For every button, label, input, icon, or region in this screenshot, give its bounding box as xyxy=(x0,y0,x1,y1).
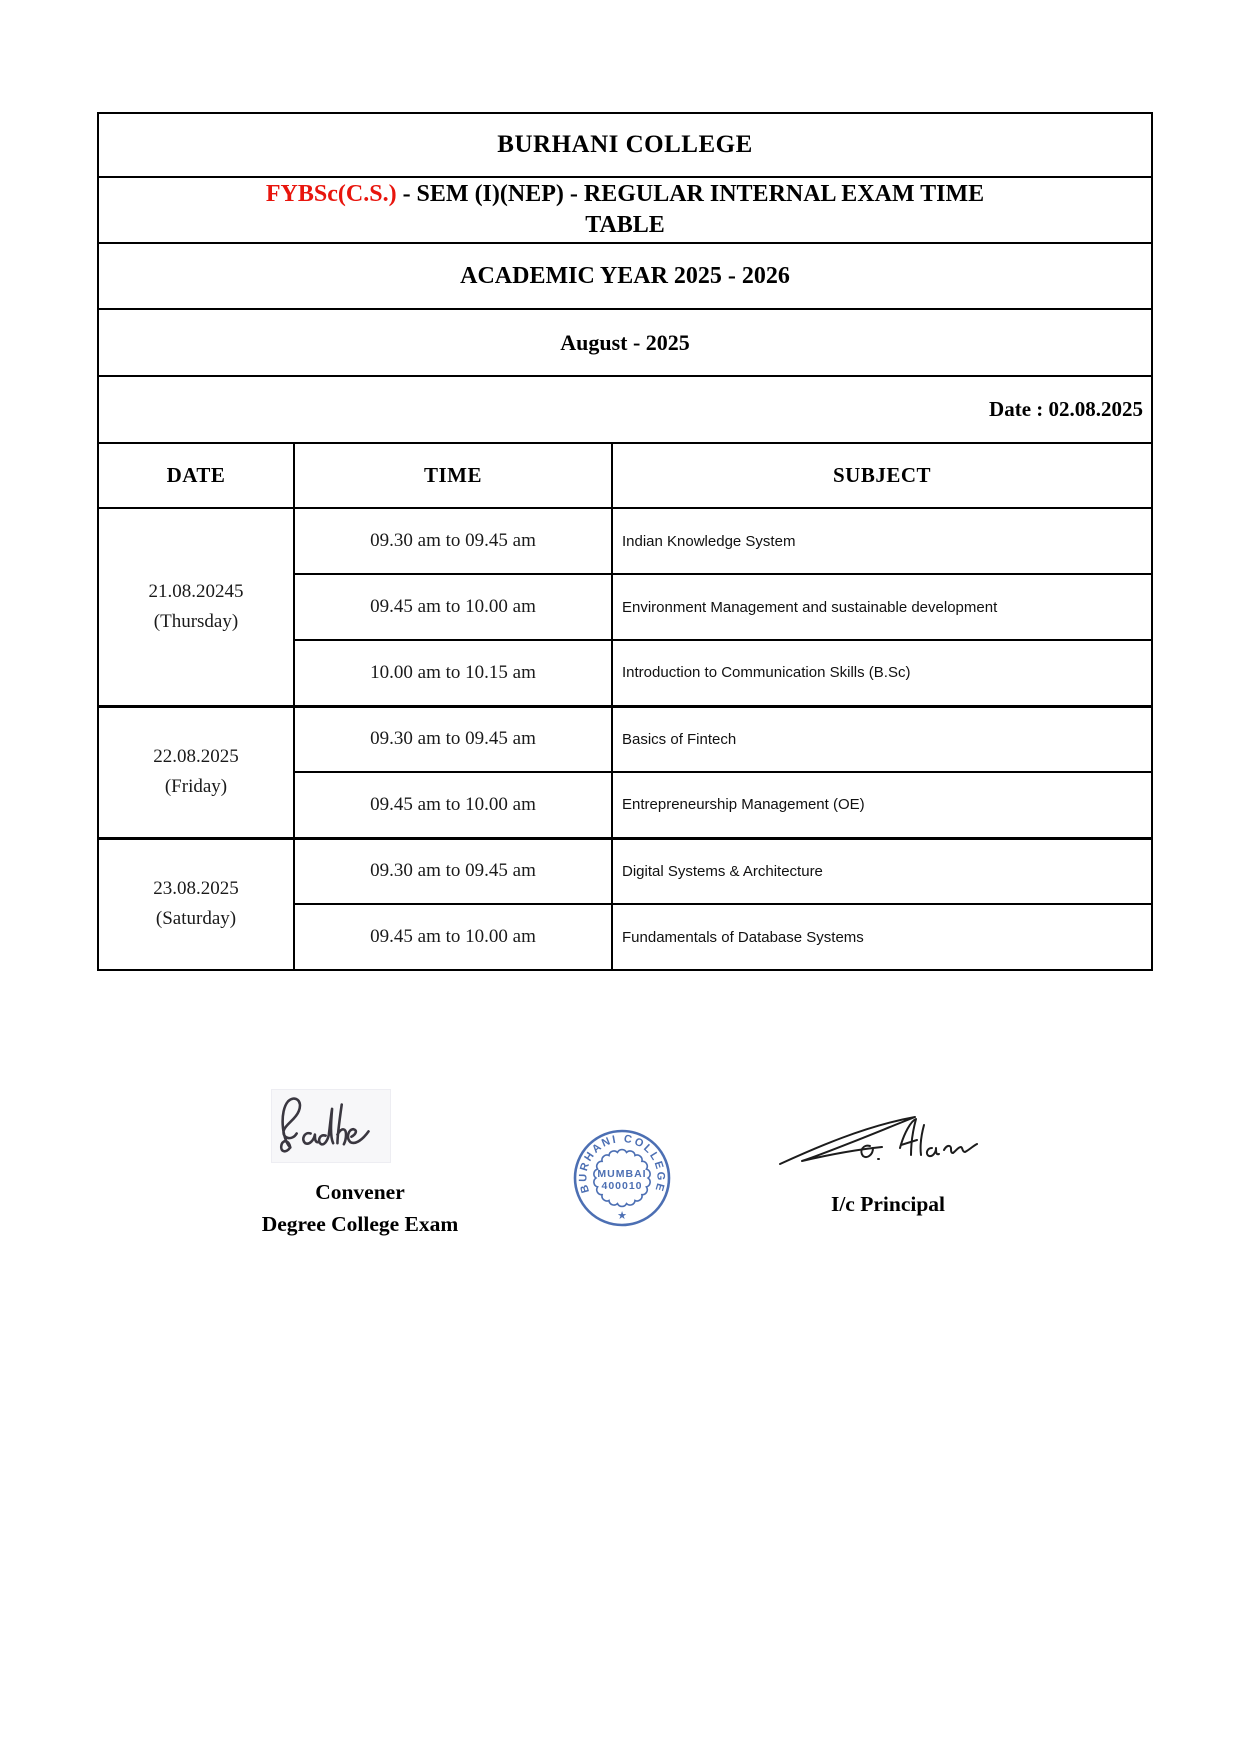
exam-date: 22.08.2025 xyxy=(153,746,239,767)
subject-cell: Environment Management and sustainable development xyxy=(612,574,1152,640)
exam-title-rest: - SEM (I)(NEP) - REGULAR INTERNAL EXAM TIME xyxy=(396,181,985,207)
title-band xyxy=(98,177,1152,243)
date-cell xyxy=(98,706,294,838)
exam-weekday: (Saturday) xyxy=(155,908,237,930)
convener-signature xyxy=(272,1090,390,1162)
subject-cell: Basics of Fintech xyxy=(612,706,1152,772)
subject-cell: Indian Knowledge System xyxy=(612,508,1152,574)
exam-date: 23.08.2025 xyxy=(153,878,239,900)
exam-title-line2: TABLE xyxy=(585,212,665,238)
column-header-date: DATE xyxy=(98,443,294,508)
time-cell: 09.45 am to 10.00 am xyxy=(294,904,612,970)
subject-cell: Entrepreneurship Management (OE) xyxy=(612,772,1152,838)
time-cell: 09.45 am to 10.00 am xyxy=(294,574,612,640)
month-band xyxy=(98,309,1152,376)
course-code: FYBSc(C.S.) xyxy=(265,181,397,207)
time-cell: 09.30 am to 09.45 am xyxy=(294,838,612,904)
college-name: BURHANI COLLEGE xyxy=(98,113,1152,177)
convener-department: Degree College Exam xyxy=(261,1212,459,1236)
exam-month: August - 2025 xyxy=(98,309,1152,376)
time-cell: 10.00 am to 10.15 am xyxy=(294,640,612,706)
exam-table-body xyxy=(98,508,1152,970)
convener-role: Convener xyxy=(315,1180,405,1204)
college-stamp xyxy=(570,1126,674,1230)
exam-date: 21.08.20245 xyxy=(148,580,244,602)
academic-year: ACADEMIC YEAR 2025 - 2026 xyxy=(98,243,1152,309)
column-header-subject: SUBJECT xyxy=(612,443,1152,508)
college-band xyxy=(98,113,1152,177)
stamp-college-name: BURHANI COLLEGE xyxy=(577,1132,667,1195)
issue-date-band xyxy=(98,376,1152,443)
date-cell xyxy=(98,508,294,706)
date-cell xyxy=(98,838,294,970)
exam-title xyxy=(98,177,1152,243)
column-header-row xyxy=(98,443,1152,508)
academic-year-band xyxy=(98,243,1152,309)
principal-title-block xyxy=(778,1192,998,1217)
principal-role: I/c Principal xyxy=(830,1192,946,1216)
exam-weekday: (Friday) xyxy=(164,776,228,797)
college-stamp-drawing xyxy=(570,1126,674,1230)
subject-cell: Digital Systems & Architecture xyxy=(612,838,1152,904)
principal-signature xyxy=(770,1106,985,1178)
column-header-time: TIME xyxy=(294,443,612,508)
table-row xyxy=(98,508,1152,574)
table-row xyxy=(98,706,1152,772)
subject-cell: Fundamentals of Database Systems xyxy=(612,904,1152,970)
exam-timetable xyxy=(97,112,1153,971)
stamp-star-icon: ★ xyxy=(617,1210,627,1222)
convener-title-block xyxy=(195,1176,525,1240)
issue-date: Date : 02.08.2025 xyxy=(98,376,1152,443)
principal-signature-drawing xyxy=(770,1106,985,1178)
exam-table-head-bands xyxy=(98,113,1152,508)
stamp-city: MUMBAI xyxy=(597,1168,647,1180)
table-row xyxy=(98,838,1152,904)
subject-cell: Introduction to Communication Skills (B.Sc) xyxy=(612,640,1152,706)
exam-weekday: (Thursday) xyxy=(153,610,239,632)
convener-signature-drawing xyxy=(272,1090,390,1162)
stamp-pincode: 400010 xyxy=(601,1180,643,1192)
time-cell: 09.45 am to 10.00 am xyxy=(294,772,612,838)
time-cell: 09.30 am to 09.45 am xyxy=(294,508,612,574)
time-cell: 09.30 am to 09.45 am xyxy=(294,706,612,772)
